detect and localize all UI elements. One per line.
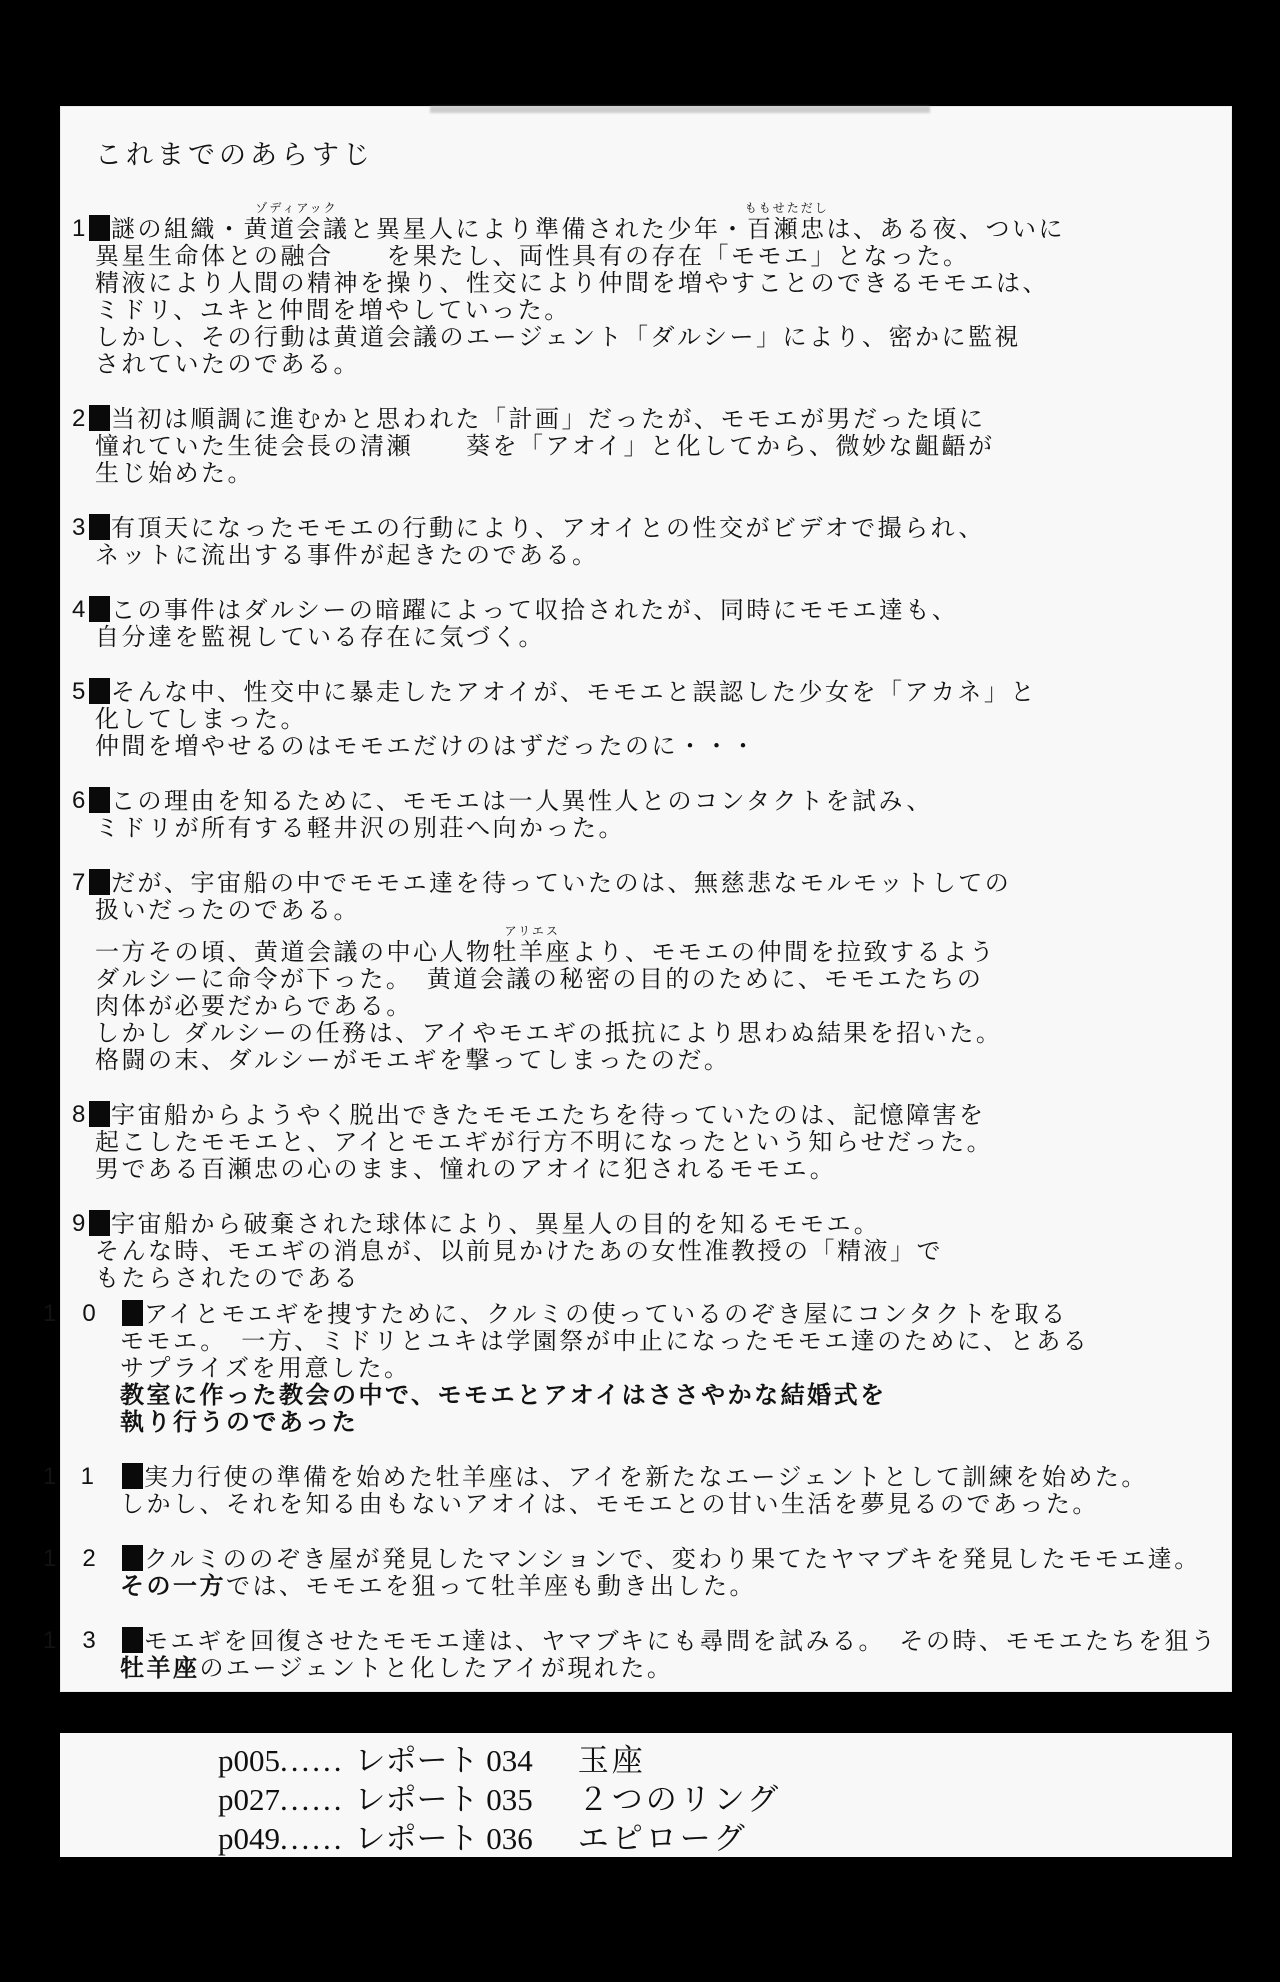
synopsis-line: 男である百瀬忠の心のまま、憧れのアオイに犯されるモモエ。	[95, 1156, 837, 1183]
synopsis-list	[43, 172, 1232, 1682]
item-number: 6	[72, 787, 88, 814]
toc-list	[60, 1733, 1232, 1858]
synopsis-line: その一方では、モモエを狙って牡羊座も動き出した。	[120, 1573, 756, 1600]
item-number: 1	[72, 215, 88, 242]
synopsis-line: 格闘の末、ダルシーがモエギを撃ってしまったのだ。	[95, 1047, 731, 1074]
item-number: 4	[72, 596, 88, 623]
ruby-base: 百瀬忠 ももせただし	[744, 201, 829, 243]
ruby-annotation: アリエス	[504, 924, 560, 938]
synopsis-line: しかし ダルシーの任務は、アイやモエギの抵抗により思わぬ結果を招いた。	[95, 1020, 1003, 1047]
toc-report-label: レポート 035	[354, 1782, 533, 1817]
toc-panel	[60, 1733, 1232, 1857]
synopsis-line: 憧れていた生徒会長の清瀬 葵を「アオイ」と化してから、微妙な齟齬が	[95, 433, 995, 460]
item-number: 11	[43, 1463, 120, 1490]
synopsis-line: しかし、その行動は黄道会議のエージェント「ダルシー」により、密かに監視	[95, 324, 1021, 351]
item-number: 12	[43, 1545, 122, 1572]
synopsis-line: 肉体が必要だからである。	[95, 993, 413, 1020]
synopsis-line: 3 有頂天になったモモエの行動により、アオイとの性交がビデオで撮られ、	[72, 514, 986, 542]
synopsis-line: 牡羊座のエージェントと化したアイが現れた。	[120, 1655, 674, 1682]
page-title: これまでのあらすじ	[95, 140, 374, 170]
ruby-annotation: ももせただし	[744, 201, 829, 215]
toc-entry	[218, 1819, 1232, 1858]
toc-chapter-title: エピローグ	[577, 1821, 748, 1856]
synopsis-line: ミドリ、ユキと仲間を増やしていった。	[95, 297, 571, 324]
ruby-annotation: ゾディアック	[255, 201, 338, 215]
synopsis-line: 扱いだったのである。	[95, 897, 360, 924]
black-square-icon	[89, 514, 110, 540]
synopsis-line: ネットに流出する事件が起きたのである。	[95, 542, 599, 569]
synopsis-item	[43, 1300, 1212, 1436]
synopsis-item	[72, 678, 1212, 760]
synopsis-line: 教室に作った教会の中で、モモエとアオイはささやかな結婚式を	[120, 1382, 887, 1409]
toc-page-number: p049	[218, 1821, 280, 1856]
synopsis-item	[43, 1545, 1212, 1600]
synopsis-line: 10 アイとモエギを捜すために、クルミの使っているのぞき屋にコンタクトを取る	[43, 1300, 1068, 1328]
synopsis-line: 2 当初は順調に進むかと思われた「計画」だったが、モモエが男だった頃に	[72, 405, 986, 433]
synopsis-line: ダルシーに命令が下った。 黄道会議の秘密の目的のために、モモエたちの	[95, 966, 984, 993]
synopsis-line: サプライズを用意した。	[120, 1355, 411, 1382]
toc-page-number: p005	[218, 1743, 280, 1778]
synopsis-line: 精液により人間の精神を操り、性交により仲間を増やすことのできるモモエは、	[95, 270, 1049, 297]
toc-report-label: レポート 036	[354, 1821, 533, 1856]
synopsis-paper	[43, 106, 1232, 1692]
item-number: 7	[72, 869, 88, 896]
bold-text: その一方	[120, 1573, 226, 1600]
ruby-base: 黄道会議 ゾディアック	[243, 201, 350, 243]
synopsis-item	[72, 787, 1212, 842]
item-number: 9	[72, 1210, 88, 1237]
synopsis-line: 9 宇宙船から破棄された球体により、異星人の目的を知るモモエ。	[72, 1210, 881, 1238]
synopsis-line: 11 実力行使の準備を始めた牡羊座は、アイを新たなエージェントとして訓練を始めた。	[43, 1463, 1148, 1491]
item-number: 2	[72, 405, 88, 432]
black-square-icon	[122, 1463, 143, 1489]
toc-dots: ......	[280, 1743, 345, 1778]
synopsis-item	[72, 200, 1212, 378]
synopsis-item	[72, 869, 1212, 1074]
synopsis-line: 自分達を監視している存在に気づく。	[95, 624, 546, 651]
black-square-icon	[89, 596, 110, 622]
toc-report-label: レポート 034	[354, 1743, 533, 1778]
black-square-icon	[89, 869, 110, 895]
synopsis-line: されていたのである。	[95, 351, 360, 378]
synopsis-item	[72, 514, 1212, 569]
synopsis-item	[72, 1101, 1212, 1183]
synopsis-line: 一方その頃、黄道会議の中心人物牡羊座 アリエス より、モモエの仲間を拉致するよう	[95, 924, 996, 966]
black-square-icon	[89, 1210, 110, 1236]
synopsis-line: もたらされたのである	[95, 1265, 360, 1292]
synopsis-line: 執り行うのであった	[120, 1409, 359, 1436]
black-square-icon	[122, 1300, 143, 1326]
synopsis-item	[72, 405, 1212, 487]
toc-dots: ......	[280, 1821, 345, 1856]
black-square-icon	[122, 1627, 143, 1653]
toc-entry	[218, 1741, 1232, 1780]
synopsis-item	[43, 1627, 1218, 1682]
synopsis-line: 12 クルミののぞき屋が発見したマンションで、変わり果てたヤマブキを発見したモモエ達。	[43, 1545, 1201, 1573]
synopsis-line: 13 モエギを回復させたモモエ達は、ヤマブキにも尋問を試みる。 その時、モモエたちを狙う	[43, 1627, 1218, 1655]
synopsis-line: モモエ。 一方、ミドリとユキは学園祭が中止になったモモエ達のために、とある	[120, 1328, 1090, 1355]
synopsis-line: ミドリが所有する軽井沢の別荘へ向かった。	[95, 815, 625, 842]
synopsis-line: 6 この理由を知るために、モモエは一人異性人とのコンタクトを試み、	[72, 787, 933, 815]
synopsis-line: しかし、それを知る由もないアオイは、モモエとの甘い生活を夢見るのであった。	[120, 1491, 1099, 1518]
item-number: 3	[72, 514, 88, 541]
synopsis-line: そんな時、モエギの消息が、以前見かけたあの女性准教授の「精液」で	[95, 1238, 943, 1265]
black-square-icon	[89, 678, 110, 704]
synopsis-line: 仲間を増やせるのはモモエだけのはずだったのに・・・	[95, 733, 758, 760]
item-number: 13	[43, 1627, 122, 1654]
synopsis-item	[72, 596, 1212, 651]
black-square-icon	[89, 215, 110, 241]
item-number: 5	[72, 678, 88, 705]
item-number: 10	[43, 1300, 122, 1327]
black-square-icon	[122, 1545, 143, 1571]
toc-page-number: p027	[218, 1782, 280, 1817]
synopsis-line: 化してしまった。	[95, 706, 307, 733]
bold-text: 牡羊座	[120, 1655, 200, 1682]
synopsis-item	[72, 1210, 1212, 1292]
synopsis-line: 生じ始めた。	[95, 460, 254, 487]
toc-chapter-title: 玉座	[577, 1743, 646, 1778]
toc-entry	[218, 1780, 1232, 1819]
black-square-icon	[89, 787, 110, 813]
synopsis-item	[43, 1463, 1212, 1518]
ruby-base: 牡羊座 アリエス	[492, 924, 572, 966]
item-number: 8	[72, 1101, 88, 1128]
synopsis-line: 1 謎の組織・黄道会議 ゾディアック と異星人により準備された少年・百瀬忠 ももせただし は、ある夜、ついに	[72, 201, 1065, 243]
synopsis-line: 4 この事件はダルシーの暗躍によって収拾されたが、同時にモモエ達も、	[72, 596, 959, 624]
synopsis-line: 7 だが、宇宙船の中でモモエ達を待っていたのは、無慈悲なモルモットしての	[72, 869, 1012, 897]
toc-dots: ......	[280, 1782, 345, 1817]
scan-smudge	[430, 106, 930, 113]
toc-chapter-title: ２つのリング	[577, 1782, 782, 1817]
black-square-icon	[89, 405, 110, 431]
synopsis-line: 異星生命体との融合 を果たし、両性具有の存在「モモエ」となった。	[95, 243, 970, 270]
synopsis-line: 8 宇宙船からようやく脱出できたモモエたちを待っていたのは、記憶障害を	[72, 1101, 986, 1129]
synopsis-line: 起こしたモモエと、アイとモエギが行方不明になったという知らせだった。	[95, 1129, 994, 1156]
black-square-icon	[89, 1101, 110, 1127]
synopsis-line: 5 そんな中、性交中に暴走したアオイが、モモエと誤認した少女を「アカネ」と	[72, 678, 1037, 706]
